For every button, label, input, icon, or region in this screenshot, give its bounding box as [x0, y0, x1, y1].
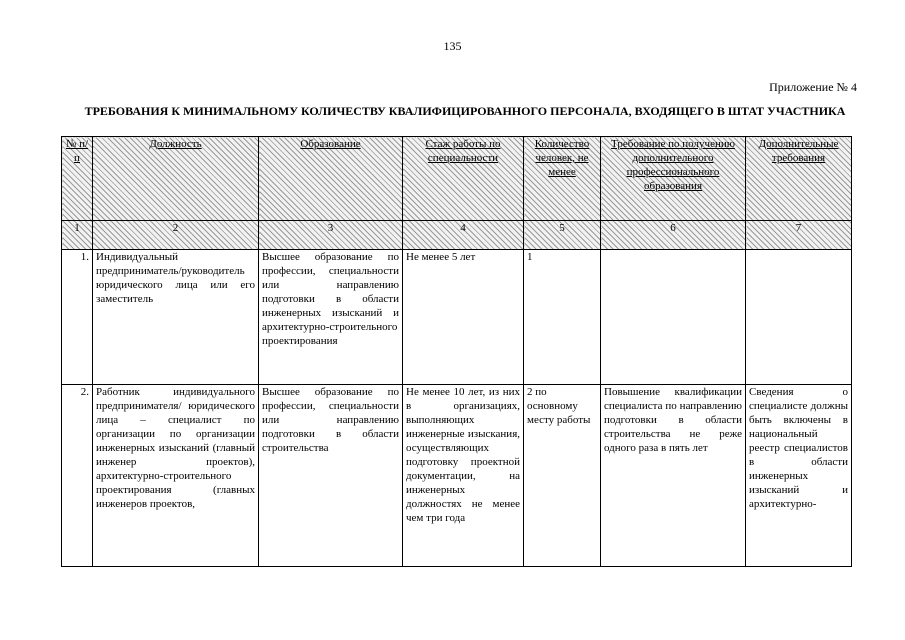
header-cell: № п/п — [62, 137, 93, 221]
appendix-label: Приложение № 4 — [769, 80, 857, 94]
row-number: 1. — [62, 250, 93, 385]
header-cell: Требование по получению дополнительного профессионального образования — [601, 137, 746, 221]
count-cell: 2 по основному месту работы — [524, 385, 601, 567]
education-cell: Высшее образование по профессии, специальности или направлению подготовки в области инженерных изысканий и архитектурно-строительного проектирования — [259, 250, 403, 385]
header-cell: Стаж работы по специальности — [403, 137, 524, 221]
column-number-cell: 2 — [93, 221, 259, 250]
table-row — [62, 250, 852, 385]
extra-education-cell: Повышение квалификации специалиста по направлению подготовки в области строительства не реже одного раза в пять лет — [601, 385, 746, 567]
column-number-row — [62, 221, 852, 250]
row-number: 2. — [62, 385, 93, 567]
count-cell: 1 — [524, 250, 601, 385]
column-number-cell: 5 — [524, 221, 601, 250]
page-number: 135 — [443, 39, 462, 53]
header-cell: Количество человек, не менее — [524, 137, 601, 221]
column-number-cell: 7 — [746, 221, 852, 250]
table-header-row — [62, 137, 852, 221]
header-cell: Должность — [93, 137, 259, 221]
experience-cell: Не менее 5 лет — [403, 250, 524, 385]
column-number-cell: 6 — [601, 221, 746, 250]
table-row — [62, 385, 852, 567]
column-number-cell: 3 — [259, 221, 403, 250]
experience-cell: Не менее 10 лет, из них в организациях, выполняющих инженерные изыскания, осуществляющих подготовку проектной документации, на инженерных должностях не менее чем три года — [403, 385, 524, 567]
document-title: ТРЕБОВАНИЯ К МИНИМАЛЬНОМУ КОЛИЧЕСТВУ КВАЛИФИЦИРОВАННОГО ПЕРСОНАЛА, ВХОДЯЩЕГО В ШТАТ УЧАСТНИКА — [84, 104, 846, 118]
position-cell: Работник индивидуального предпринимателя/ юридического лица – специалист по организации по организации инженерных изысканий (главный инженер проектов), архитектурно-строительного проектирования (главных инженеров проектов, — [93, 385, 259, 567]
header-cell: Дополнительные требования — [746, 137, 852, 221]
column-number-cell: 1 — [62, 221, 93, 250]
header-cell: Образование — [259, 137, 403, 221]
education-cell: Высшее образование по профессии, специальности или направлению подготовки в области строительства — [259, 385, 403, 567]
additional-requirements-cell — [746, 250, 852, 385]
requirements-table — [61, 136, 852, 567]
extra-education-cell — [601, 250, 746, 385]
additional-requirements-cell: Сведения о специалисте должны быть включены в национальный реестр специалистов в области инженерных изысканий и архитектурно- — [746, 385, 852, 567]
column-number-cell: 4 — [403, 221, 524, 250]
position-cell: Индивидуальный предприниматель/руководитель юридического лица или его заместитель — [93, 250, 259, 385]
